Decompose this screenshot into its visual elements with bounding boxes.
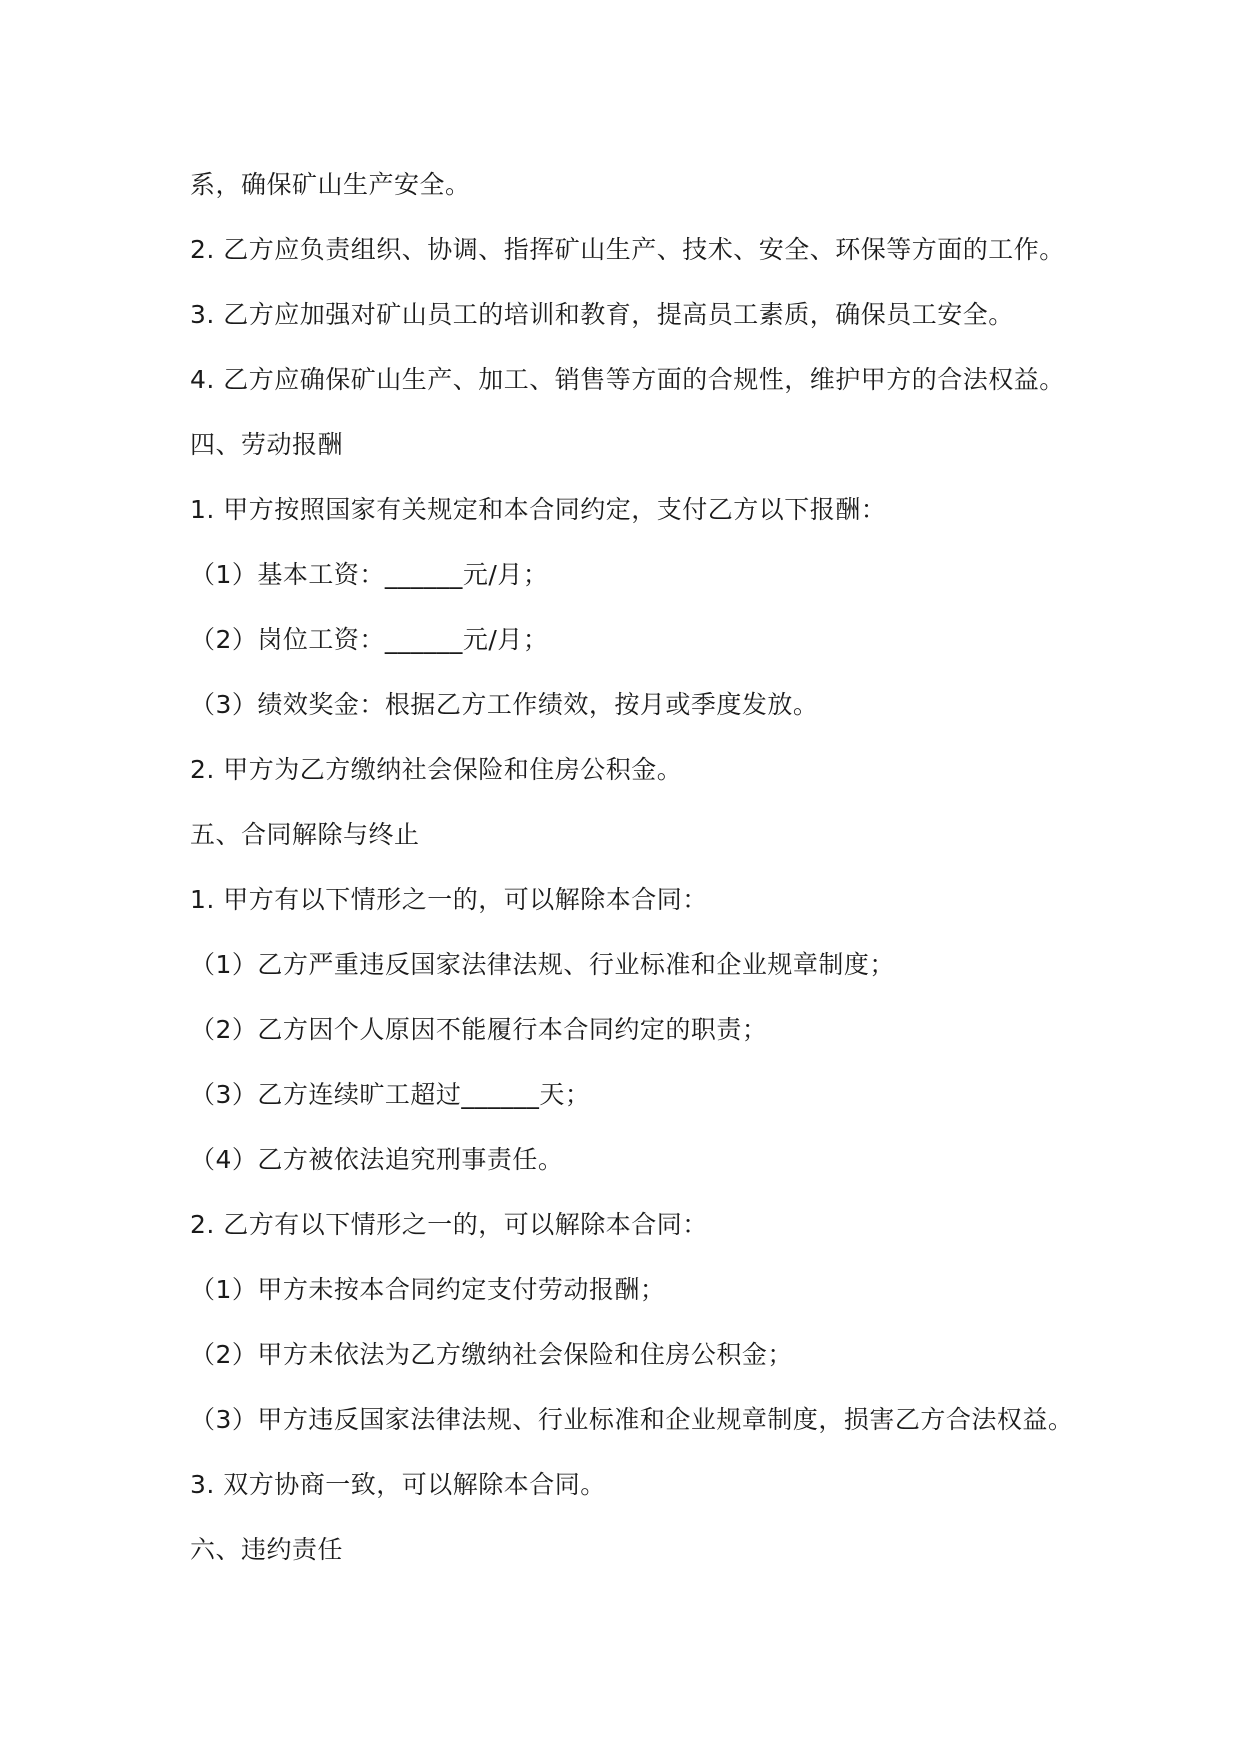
paragraph-line: 1. 甲方有以下情形之一的，可以解除本合同： (190, 885, 708, 914)
section-heading: 六、违约责任 (190, 1535, 344, 1564)
paragraph-line: 3. 乙方应加强对矿山员工的培训和教育，提高员工素质，确保员工安全。 (190, 300, 1014, 329)
paragraph-line: （2）甲方未依法为乙方缴纳社会保险和住房公积金； (190, 1340, 793, 1369)
paragraph-line: （3）甲方违反国家法律法规、行业标准和企业规章制度，损害乙方合法权益。 (190, 1405, 1074, 1434)
paragraph-line: （3）绩效奖金：根据乙方工作绩效，按月或季度发放。 (190, 690, 819, 719)
paragraph-line: （2）岗位工资：______元/月； (190, 625, 549, 654)
paragraph-line: （1）乙方严重违反国家法律法规、行业标准和企业规章制度； (190, 950, 895, 979)
paragraph-line: （2）乙方因个人原因不能履行本合同约定的职责； (190, 1015, 768, 1044)
paragraph-line: 1. 甲方按照国家有关规定和本合同约定，支付乙方以下报酬： (190, 495, 887, 524)
paragraph-line: 2. 乙方有以下情形之一的，可以解除本合同： (190, 1210, 708, 1239)
section-heading: 五、合同解除与终止 (190, 820, 420, 849)
paragraph-line: 3. 双方协商一致，可以解除本合同。 (190, 1470, 606, 1499)
paragraph-line: （3）乙方连续旷工超过______天； (190, 1080, 591, 1109)
paragraph-line: （1）甲方未按本合同约定支付劳动报酬； (190, 1275, 666, 1304)
paragraph-line: 4. 乙方应确保矿山生产、加工、销售等方面的合规性，维护甲方的合法权益。 (190, 365, 1065, 394)
paragraph-line: 2. 乙方应负责组织、协调、指挥矿山生产、技术、安全、环保等方面的工作。 (190, 235, 1065, 264)
paragraph-line: （4）乙方被依法追究刑事责任。 (190, 1145, 564, 1174)
paragraph-line: 系，确保矿山生产安全。 (190, 170, 471, 199)
section-heading: 四、劳动报酬 (190, 430, 344, 459)
paragraph-line: 2. 甲方为乙方缴纳社会保险和住房公积金。 (190, 755, 683, 784)
paragraph-line: （1）基本工资：______元/月； (190, 560, 549, 589)
